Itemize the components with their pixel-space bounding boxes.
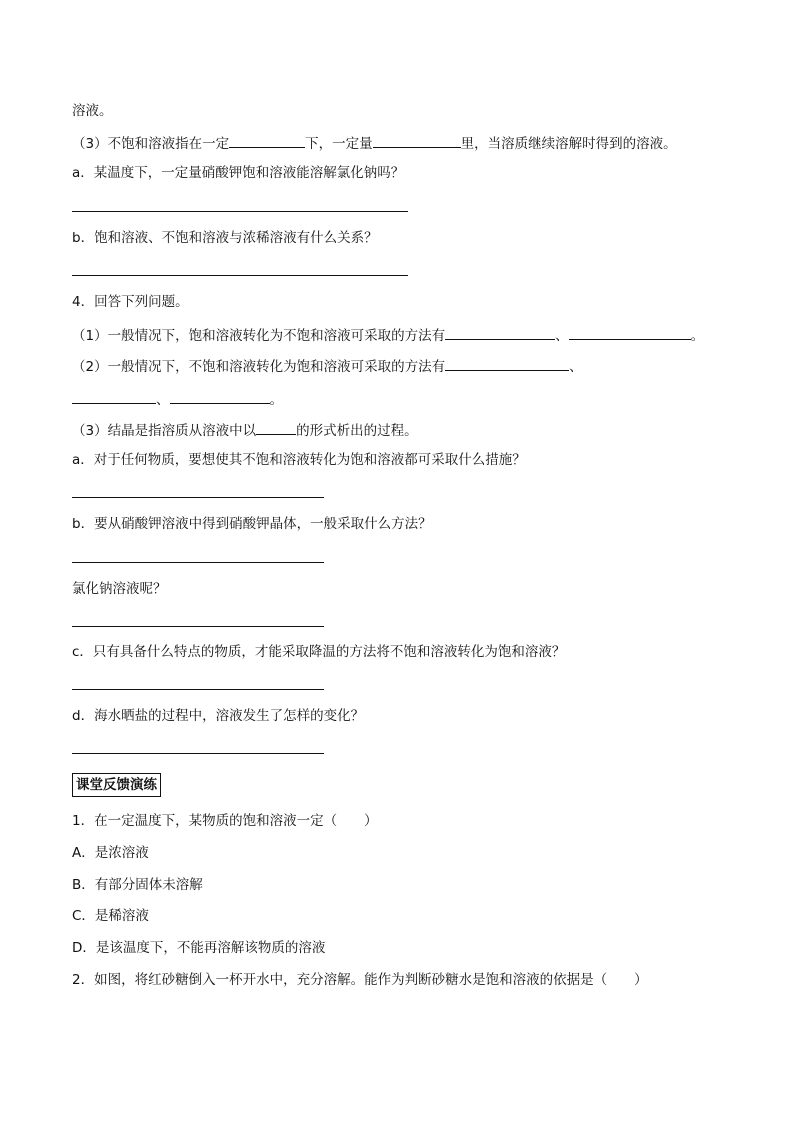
fill-blank[interactable] <box>170 389 270 404</box>
question-3-line: （3）不饱和溶液指在一定 下，一定量 里，当溶质继续溶解时得到的溶液。 <box>72 133 677 153</box>
question-text: a．对于任何物质，要想使其不饱和溶液转化为饱和溶液都可采取什么措施？ <box>72 452 526 468</box>
question-text: c．只有具备什么特点的物质，才能采取降温的方法将不饱和溶液转化为饱和溶液？ <box>72 644 566 660</box>
question-heading: 4．回答下列问题。 <box>72 294 189 310</box>
question-line: （1）一般情况下，饱和溶液转化为不饱和溶液可采取的方法有 、 。 <box>72 325 704 345</box>
question-text: b．饱和溶液、不饱和溶液与浓稀溶液有什么关系？ <box>72 230 378 246</box>
option-c[interactable]: C．是稀溶液 <box>72 908 149 924</box>
question-text: 氯化钠溶液呢？ <box>72 581 167 597</box>
fill-blank[interactable] <box>569 325 691 340</box>
question-text: a．某温度下，一定量硝酸钾饱和溶液能溶解氯化钠吗？ <box>72 165 405 181</box>
question-line: （2）一般情况下，不饱和溶液转化为饱和溶液可采取的方法有 、 <box>72 356 583 376</box>
option-d[interactable]: D．是该温度下，不能再溶解该物质的溶液 <box>72 940 326 956</box>
section-heading: 课堂反馈演练 <box>72 773 161 797</box>
fill-blank[interactable] <box>373 133 461 148</box>
fill-blank[interactable] <box>229 133 305 148</box>
question-line: 、 。 <box>72 389 283 409</box>
answer-line[interactable] <box>72 689 324 690</box>
option-b[interactable]: B．有部分固体未溶解 <box>72 877 203 893</box>
option-a[interactable]: A．是浓溶液 <box>72 845 149 861</box>
text-line: 溶液。 <box>72 103 113 119</box>
answer-line[interactable] <box>72 497 324 498</box>
answer-line[interactable] <box>72 626 324 627</box>
question-text: b．要从硝酸钾溶液中得到硝酸钾晶体，一般采取什么方法？ <box>72 516 432 532</box>
question-text: 1．在一定温度下，某物质的饱和溶液一定（ ） <box>72 813 378 829</box>
fill-blank[interactable] <box>72 389 156 404</box>
question-line: （3）结晶是指溶质从溶液中以 的形式析出的过程。 <box>72 420 418 440</box>
fill-blank[interactable] <box>256 420 296 435</box>
question-text: 2．如图，将红砂糖倒入一杯开水中，充分溶解。能作为判断砂糖水是饱和溶液的依据是（ ） <box>72 972 648 988</box>
answer-line[interactable] <box>72 275 408 276</box>
question-text: d．海水晒盐的过程中，溶液发生了怎样的变化？ <box>72 708 365 724</box>
answer-line[interactable] <box>72 562 324 563</box>
answer-line[interactable] <box>72 211 408 212</box>
fill-blank[interactable] <box>445 356 569 371</box>
answer-line[interactable] <box>72 753 324 754</box>
fill-blank[interactable] <box>445 325 555 340</box>
